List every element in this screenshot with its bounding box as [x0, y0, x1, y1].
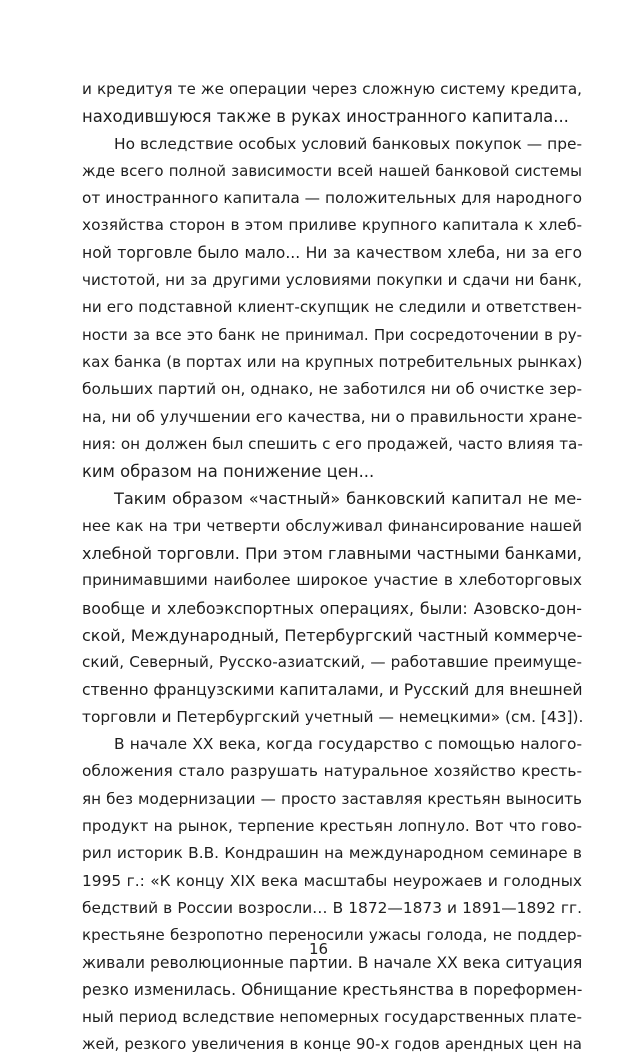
text-line: принимавшими наиболее широкое участие в хлеботорговых	[82, 571, 582, 590]
text-line: жде всего полной зависимости всей нашей банковой системы	[82, 161, 582, 180]
text-line: ни его подставной клиент-скупщик не следили и ответствен-	[82, 298, 582, 317]
text-line: ках банка (в портах или на крупных потребительных рынках)	[82, 352, 583, 371]
text-line: В начале XX века, когда государство с помощью налого-	[114, 735, 582, 754]
text-line: крестьяне безропотно переносили ужасы голода, не поддер-	[82, 926, 582, 945]
text-line: ственно французскими капиталами, и Русский для внешней	[82, 680, 583, 699]
text-line: от иностранного капитала — положительных для народного	[82, 189, 583, 208]
text-line: 1995 г.: «К концу XIX века масштабы неурожаев и голодных	[82, 871, 582, 890]
text-line: хлебной торговли. При этом главными частными банками,	[82, 544, 582, 564]
text-line: Но вследствие особых условий банковых покупок — пре-	[114, 134, 582, 153]
text-line: нее как на три четверти обслуживал финансирование нашей	[82, 516, 582, 535]
text-line: живали революционные партии. В начале XX века ситуация	[82, 953, 583, 972]
text-line: чистотой, ни за другими условиями покупки и сдачи ни банк,	[82, 271, 582, 290]
text-line: резко изменилась. Обнищание крестьянства в пореформен-	[82, 980, 583, 999]
text-line: ян без модернизации — просто заставляя крестьян выносить	[82, 789, 582, 808]
text-line: ной торговле было мало... Ни за качеством хлеба, ни за его	[82, 243, 582, 262]
text-line: бедствий в России возросли… В 1872—1873 и 1891—1892 гг.	[82, 898, 582, 917]
text-line: больших партий он, однако, не заботился ни об очистке зер-	[82, 380, 583, 399]
text-line: торговли и Петербургский учетный — немецкими» (см. [43]).	[82, 707, 584, 726]
text-line: жей, резкого увеличения в конце 90-х годов арендных цен на	[82, 1035, 582, 1054]
text-line: и кредитуя те же операции через сложную систему кредита,	[82, 80, 582, 98]
text-line: ской, Международный, Петербургский частный коммерче-	[82, 625, 583, 645]
text-line: Таким образом «частный» банковский капитал не ме-	[114, 489, 582, 509]
text-line: ности за все это банк не принимал. При сосредоточении в ру-	[82, 325, 582, 344]
text-line: на, ни об улучшении его качества, ни о правильности хране-	[82, 407, 583, 426]
text-line: ский, Северный, Русско-азиатский, — работавшие преимуще-	[82, 653, 582, 672]
text-line: рил историк В.В. Кондрашин на международном семинаре в	[82, 844, 582, 863]
text-line: вообще и хлебоэкспортных операциях, были: Азовско-дон-	[82, 598, 582, 618]
text-line: находившуюся также в руках иностранного капитала...	[82, 107, 569, 127]
text-line: ния: он должен был спешить с его продажей, часто влияя та-	[82, 434, 583, 453]
text-line: ким образом на понижение цен...	[82, 462, 375, 482]
text-line: ный период вследствие непомерных государственных плате-	[82, 1008, 582, 1027]
text-line: продукт на рынок, терпение крестьян лопнуло. Вот что гово-	[82, 817, 582, 836]
text-line: хозяйства сторон в этом приливе крупного капитала к хлеб-	[82, 216, 582, 235]
page-number: 16	[308, 940, 329, 958]
text-line: обложения стало разрушать натуральное хозяйство кресть-	[82, 762, 582, 781]
body-text	[82, 76, 582, 1059]
